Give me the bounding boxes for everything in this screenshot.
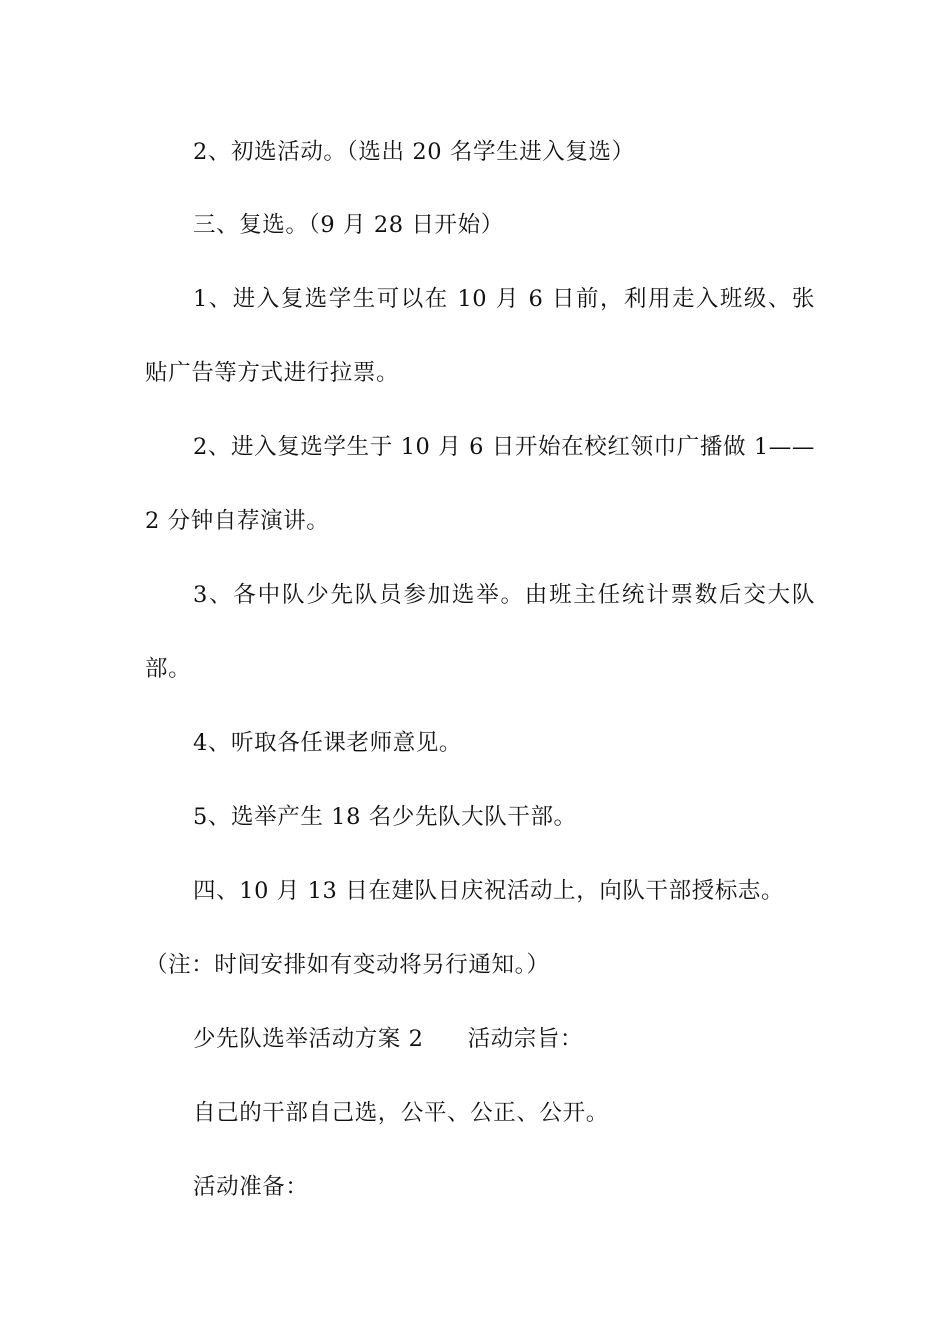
- paragraph-line: 2、初选活动。（选出 20 名学生进入复选）: [193, 139, 635, 165]
- paragraph-line: 4、听取各任课老师意见。: [193, 730, 463, 756]
- section-heading: 三、复选。（9 月 28 日开始）: [193, 212, 504, 238]
- plan-title-line: [193, 1024, 815, 1054]
- paragraph-line: 3、各中队少先队员参加选举。由班主任统计票数后交大队: [193, 582, 815, 608]
- paragraph-line: 5、选举产生 18 名少先队大队干部。: [193, 804, 577, 830]
- paragraph-line: 自己的干部自己选，公平、公正、公开。: [193, 1100, 609, 1126]
- plan-title: 少先队选举活动方案 2: [193, 1026, 424, 1052]
- section-heading: 四、10 月 13 日在建队日庆祝活动上，向队干部授标志。: [193, 878, 785, 904]
- paragraph-line: 2、进入复选学生于 10 月 6 日开始在校红领巾广播做 1——: [193, 434, 815, 460]
- paragraph-line: 2 分钟自荐演讲。: [145, 508, 330, 534]
- paragraph-line: 贴广告等方式进行拉票。: [145, 360, 400, 386]
- paragraph-line: 1、进入复选学生可以在 10 月 6 日前，利用走入班级、张: [193, 286, 815, 312]
- note-line: （注：时间安排如有变动将另行通知。）: [145, 952, 550, 978]
- activity-purpose-label: 活动宗旨：: [467, 1026, 584, 1052]
- paragraph-line: 部。: [145, 656, 192, 682]
- section-heading: 活动准备：: [193, 1174, 309, 1200]
